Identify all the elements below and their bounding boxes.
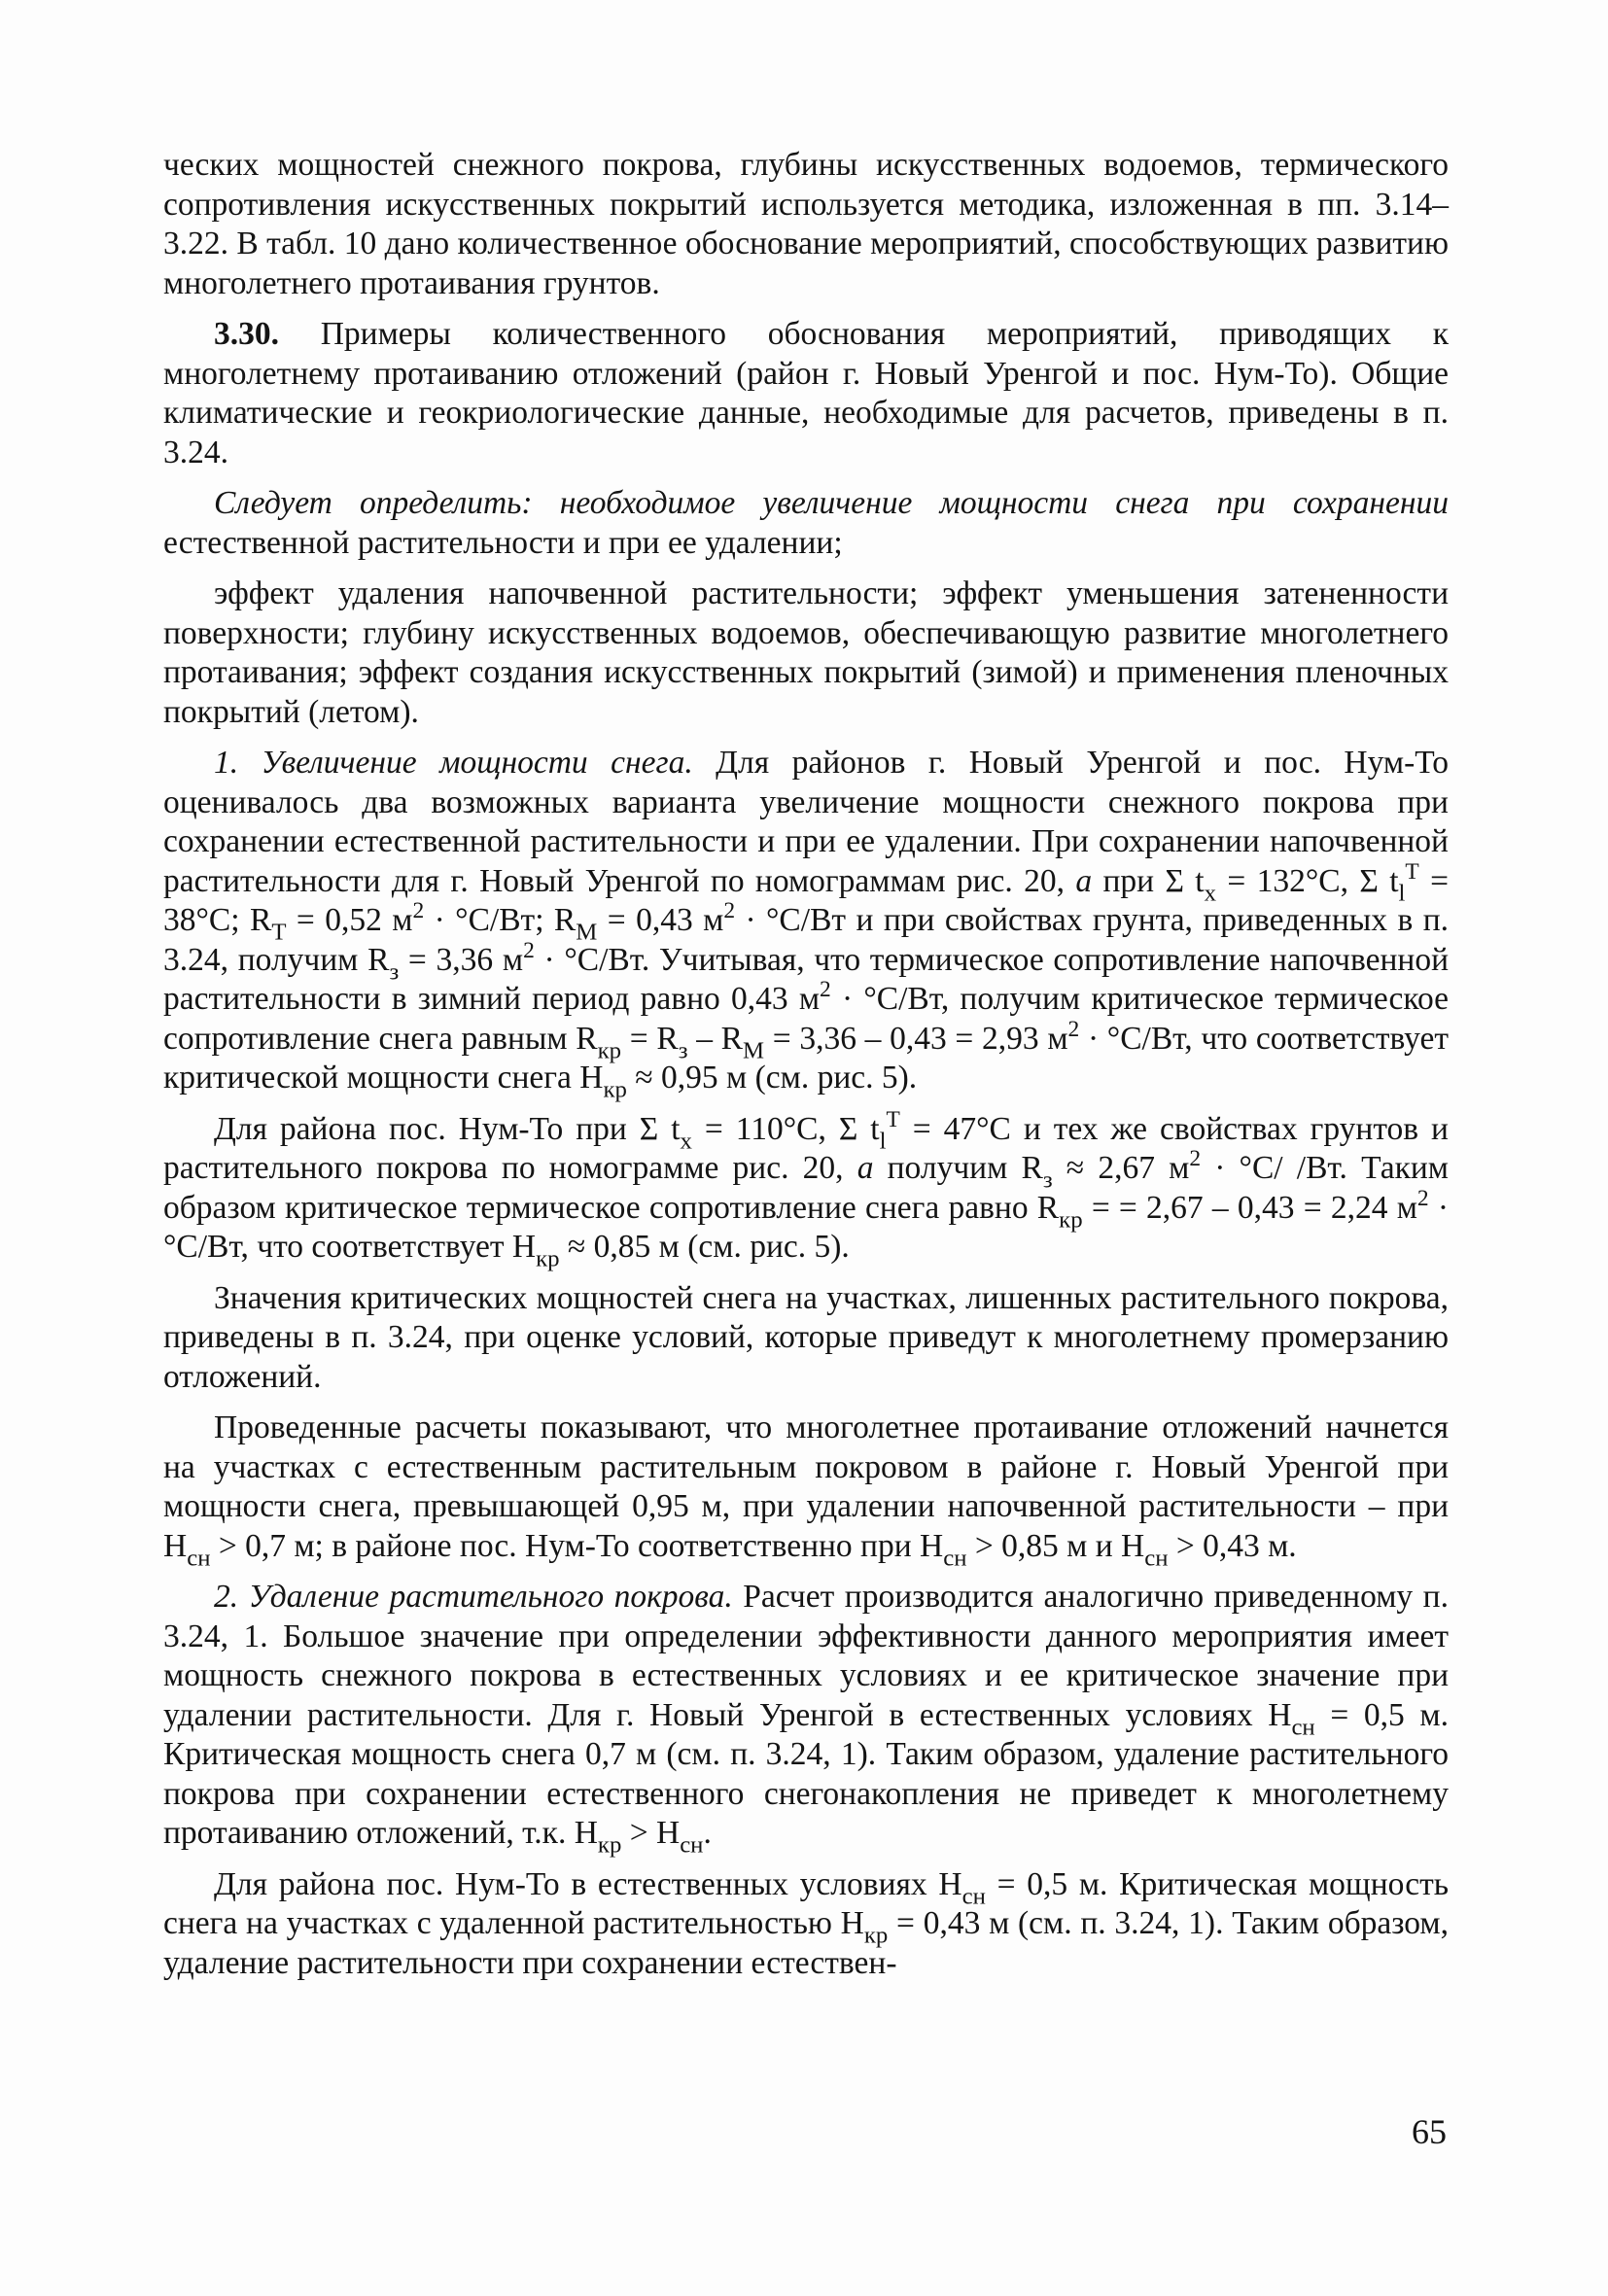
paragraph-continuation: ческих мощностей снежного покрова, глубины искусственных водоемов, термического сопротивления искусственных покрытий используется методика, изложенная в пп. 3.14–3.22. В табл. 10 дано количественное обоснование мероприятий, способствующих развитию многолетнего протаивания грунтов. <box>163 147 1450 301</box>
paragraph-calculations: Проведенные расчеты показывают, что многолетнее протаивание отложений начнется на участках с естественным растительным покровом в районе г. Новый Уренгой при мощности снега, превышающей 0,95 м, при удалении напочвенной растительности – при $H_{сн} > 0,7$ м; в районе пос. Нум-То соответственно при $H_{сн} > 0,85$ м и $H_{сн} > 0,43$ м. <box>163 1409 1449 1571</box>
paragraph-num-to-natural: Для района пос. Нум-То в естественных условиях $H_{сн} = 0,5$ м. Критическая мощность снега на участках с удаленной растительностью $H_{кр} = 0,43$ м (см. п. 3.24, 1). Таким образом, удаление растительности при сохранении естествен- <box>163 1865 1449 1981</box>
paragraph-vegetation-removal: 2. Удаление растительного покрова. Расчет производится аналогично приведенному п. 3.24, 1. Большое значение при определении эффективности данного мероприятия имеет мощность снежного покрова в естественных условиях и ее критическое значение при удалении растительности. Для г. Новый Уренгой в естественных условиях $H_{сн} = 0,5$ м. Критическая мощность снега 0,7 м (см. п. 3.24, 1). Таким образом, удаление растительного покрова при сохранении естественного снегонакопления не приведет к многолетнему протаиванию отложений, т.к. $H_{кр} > H_{сн}$. <box>163 1579 1450 1859</box>
paragraph-effects: эффект удаления напочвенной растительности; эффект уменьшения затененности поверхности; глубину искусственных водоемов, обеспечивающую развитие многолетнего протаивания; эффект создания искусственных покрытий (зимой) и применения пленочных покрытий (летом). <box>163 575 1449 730</box>
paragraph-3-30: 3.30. Примеры количественного обоснования мероприятий, приводящих к многолетнему протаиванию отложений (район г. Новый Уренгой и пос. Нум-То). Общие климатические и геокриологические данные, необходимые для расчетов, приведены в п. 3.24. <box>163 316 1449 470</box>
page-number: 65 <box>1412 2112 1447 2151</box>
paragraph-snow-increase: 1. Увеличение мощности снега. Для районов г. Новый Уренгой и пос. Нум-То оценивалось два возможных варианта увеличение мощности снежного покрова при сохранении естественной растительности и при ее удалении. При сохранении напочвенной растительности для г. Новый Уренгой по номограммам рис. 20, а при Σ $t_x = 132^\circ C$, Σ $t_l^Т = 38^\circ C$; $R_Т = 0,52$ $м^2 \cdot ^\circ С/Вт$; $R_М = 0,43$ $м^2 \cdot ^\circ С/Вт$ и при свойствах грунта, приведенных в п. 3.24, получим $R_з = 3,36$ $м^2 \cdot ^\circ С/Вт$. Учитывая, что термическое сопротивление напочвенной растительности в зимний период равно 0,43 $м^2 \cdot ^\circ С/Вт$, получим критическое термическое сопротивление снега равным $R_{кр} = R_з - R_М = 3,36 - 0,43 = 2,93$ $м^2 \cdot ^\circ С/Вт$, что соответствует критической мощности снега $H_{кр} \approx 0,95$ м (см. рис. 5). <box>163 745 1450 1103</box>
paragraph-task: Следует определить: необходимое увеличение мощности снега при сохранении естественной растительности и при ее удалении; <box>163 485 1449 561</box>
body-text <box>163 146 1449 1995</box>
paragraph-num-to: Для района пос. Нум-То при Σ $t_x = 110^\circ C$, Σ $t_l^Т = 47^\circ C$ и тех же свойствах грунтов и растительного покрова по номограмме рис. 20, а получим $R_з \approx 2,67$ $м^2 \cdot ^\circ С/$ /Вт. Таким образом критическое термическое сопротивление снега равно $R_{кр}$ = = 2,67 – 0,43 = 2,24 $м^2 \cdot ^\circ С/Вт$, что соответствует $H_{кр} \approx 0,85$ м (см. рис. 5). <box>163 1106 1449 1272</box>
paragraph-critical-values: Значения критических мощностей снега на участках, лишенных растительного покрова, приведены в п. 3.24, при оценке условий, которые приведут к многолетнему промерзанию отложений. <box>163 1279 1449 1395</box>
